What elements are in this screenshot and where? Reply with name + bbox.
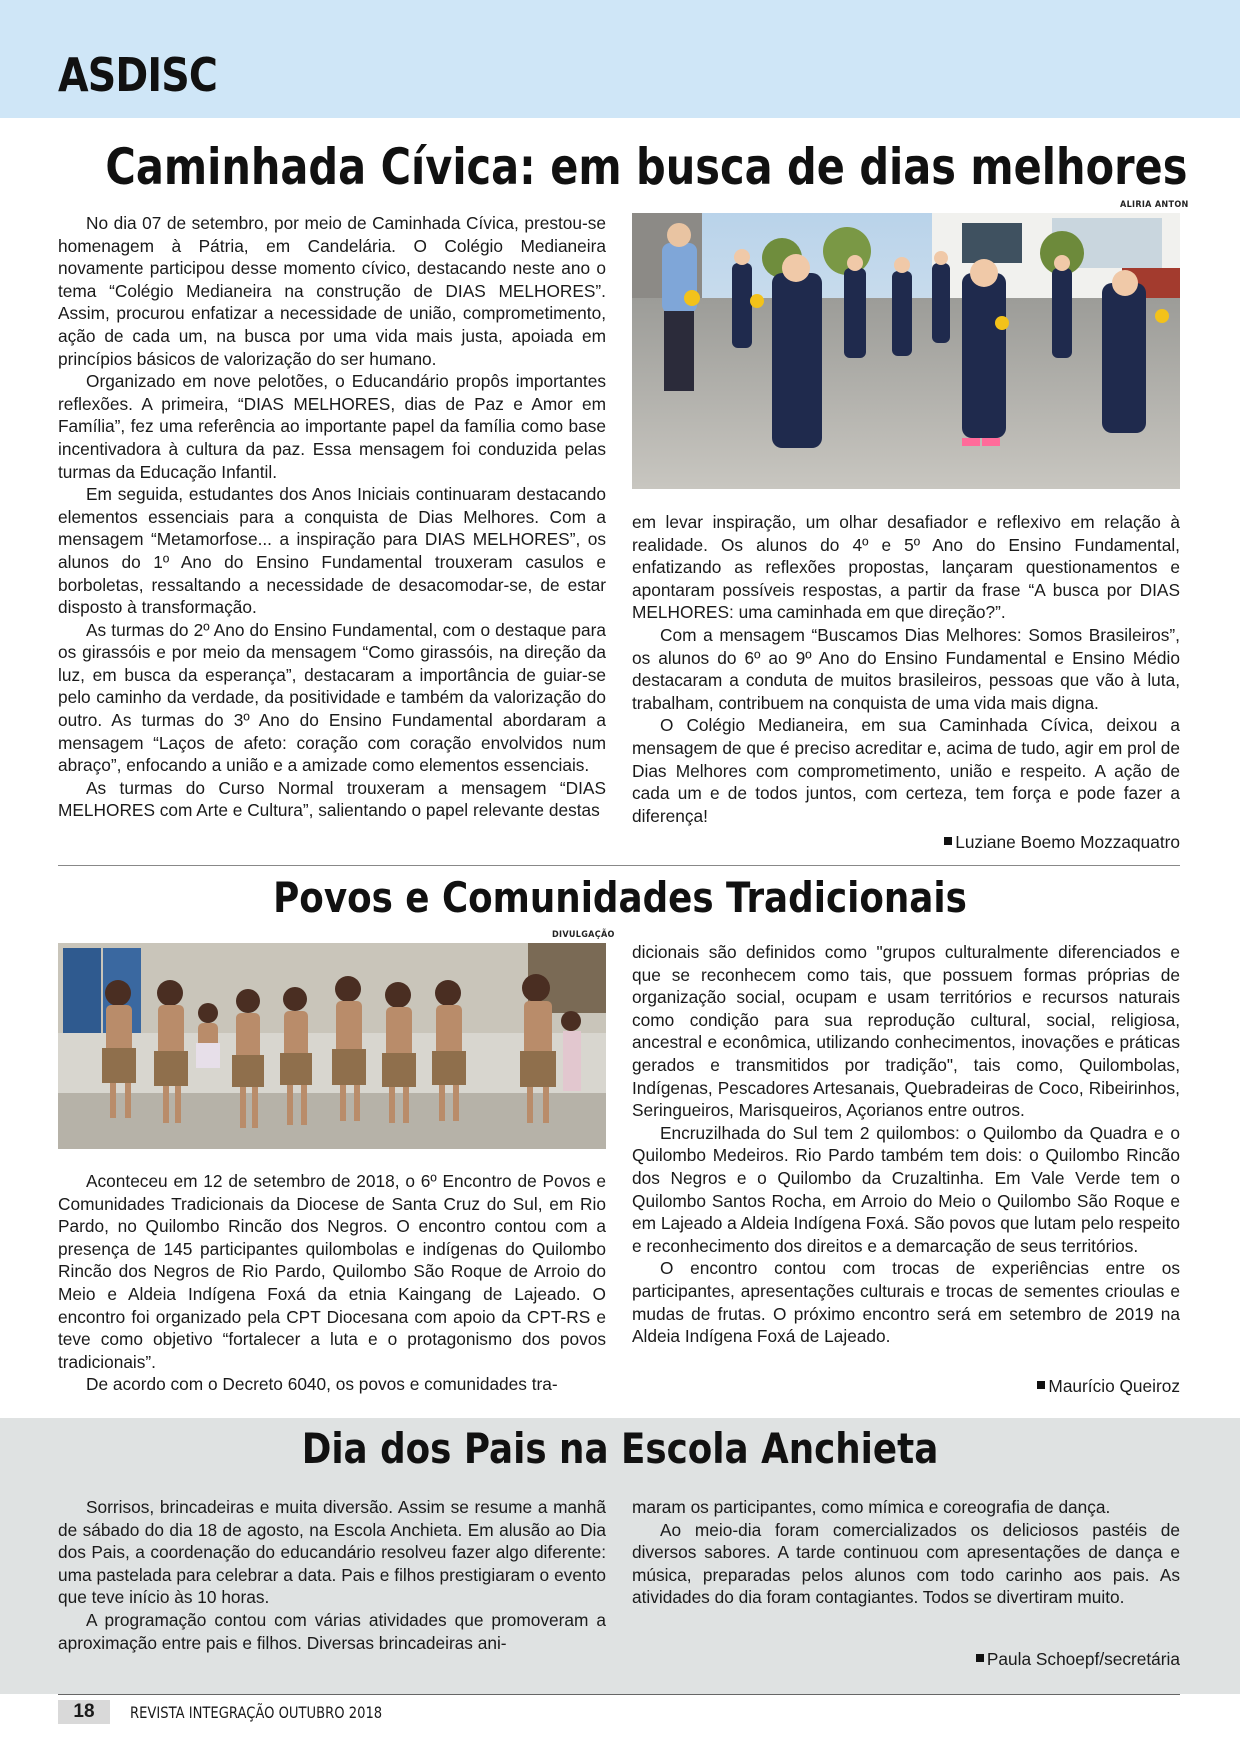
article1-paragraph: Organizado em nove pelotões, o Educandário propôs importantes reflexões. A primeira, “DIAS MELHORES, dias de Paz e Amor em Família”, fez uma referência ao importante papel da família como base incentivadora à cultura da paz. Essa mensagem foi conduzida pelas turmas da Educação Infantil. — [58, 371, 606, 482]
article1-paragraph: As turmas do 2º Ano do Ensino Fundamental, com o destaque para os girassóis e por meio da mensagem “Como girassóis, na direção da luz, em busca da esperança”, destacaram a importância de guiar-se pelo caminho da verdade, da positividade e também da valorização do outro. As turmas do 3º Ano do Ensino Fundamental abordaram a mensagem “Laços de afeto: coração com coração envolvidos num abraço”, enfocando a união e a amizade como elementos essenciais. — [58, 619, 606, 776]
article3-right-column — [632, 1496, 1180, 1646]
article3-paragraph: Ao meio-dia foram comercializados os deliciosos pastéis de diversos sabores. A tarde continuou com apresentações de dança e música, preparadas pelos alunos com todo carinho aos pais. As atividades do dia foram contagiantes. Todos se divertiram muito. — [632, 1519, 1180, 1608]
article3-author — [976, 1649, 1180, 1670]
article2-photo-credit: DIVULGAÇÃO — [552, 930, 615, 940]
article3-paragraph: A programação contou com várias atividades que promoveram a aproximação entre pais e filhos. Diversas brincadeiras ani- — [58, 1609, 606, 1653]
article3-paragraph: maram os participantes, como mímica e coreografia de dança. — [632, 1497, 1111, 1517]
section-tag: ASDISC — [58, 48, 218, 102]
article2-right-column — [632, 941, 1180, 1381]
article1-paragraph: em levar inspiração, um olhar desafiador e reflexivo em relação à realidade. Os alunos do 4º e 5º Ano do Ensino Fundamental, enfatizando as reflexões propostas, lançaram questionamentos e apontaram possíveis respostas, a partir da frase “A busca por DIAS MELHORES: uma caminhada em que direção?”. — [632, 512, 1180, 623]
article2-title: Povos e Comunidades Tradicionais — [273, 873, 967, 922]
article1-left-column — [58, 212, 606, 852]
article1-author-name: Luziane Boemo Mozzaquatro — [955, 832, 1180, 852]
article2-author-name: Maurício Queiroz — [1048, 1376, 1180, 1396]
signature-square-icon — [1037, 1381, 1045, 1389]
community-photo-illustration — [58, 943, 606, 1149]
page-number: 18 — [58, 1700, 110, 1724]
article2-left-column — [58, 1170, 606, 1402]
signature-square-icon — [976, 1654, 984, 1662]
article1-paragraph: As turmas do Curso Normal trouxeram a mensagem “DIAS MELHORES com Arte e Cultura”, salientando o papel relevante destas — [58, 777, 606, 821]
article1-photo — [632, 213, 1180, 489]
article3-left-column — [58, 1496, 606, 1676]
article1-author — [944, 832, 1180, 853]
magazine-name: REVISTA INTEGRAÇÃO OUTUBRO 2018 — [130, 1703, 383, 1722]
article1-right-column — [632, 511, 1180, 831]
article1-title: Caminhada Cívica: em busca de dias melhores — [105, 138, 1188, 196]
article2-photo — [58, 943, 606, 1149]
parade-photo-illustration — [632, 213, 1180, 489]
article2-paragraph: O encontro contou com trocas de experiências entre os participantes, apresentações culturais e trocas de sementes crioulas e mudas de frutas. O próximo encontro será em setembro de 2019 na Aldeia Indígena Foxá de Lajeado. — [632, 1258, 1180, 1347]
article1-paragraph: Em seguida, estudantes dos Anos Iniciais continuaram destacando elementos essenciais para a conquista de Dias Melhores. Com a mensagem “Metamorfose... a inspiração para DIAS MELHORES”, os alunos do 1º Ano do Ensino Fundamental trouxeram casulos e borboletas, ressaltando a necessidade de desacomodar-se, de estar disposto à transformação. — [58, 484, 606, 618]
article3-title: Dia dos Pais na Escola Anchieta — [301, 1424, 939, 1473]
article2-paragraph: dicionais são definidos como "grupos culturalmente diferenciados e que se reconhecem como tais, que possuem formas próprias de organização social, ocupam e usam territórios e recursos naturais como condição para sua reprodução cultural, social, religiosa, ancestral e econômica, utilizando conhecimentos, inovações e práticas gerados e transmitidos por tradição", tais como, Quilombolas, Indígenas, Pescadores Artesanais, Quebradeiras de Coco, Ribeirinhos, Seringueiros, Marisqueiros, Açorianos entre outros. — [632, 942, 1180, 1121]
article1-photo-credit: ALIRIA ANTON — [1120, 200, 1189, 210]
section-divider — [58, 865, 1180, 866]
signature-square-icon — [944, 837, 952, 845]
article3-author-name: Paula Schoepf/secretária — [986, 1649, 1180, 1669]
article1-paragraph: O Colégio Medianeira, em sua Caminhada Cívica, deixou a mensagem de que é preciso acreditar e, acima de tudo, agir em prol de Dias Melhores com comprometimento, união e respeito. A ação de cada um e de todos juntos, com certeza, tem força e pode fazer a diferença! — [632, 715, 1180, 826]
article2-author — [1037, 1376, 1180, 1397]
article2-paragraph: Aconteceu em 12 de setembro de 2018, o 6º Encontro de Povos e Comunidades Tradicionais da Diocese de Santa Cruz do Sul, em Rio Pardo, no Quilombo Rincão dos Negros. O encontro contou com a presença de 145 participantes quilombolas e indígenas do Quilombo Rincão dos Negros de Rio Pardo, Quilombo São Roque de Arroio do Meio e Aldeia Indígena Foxá da etnia Kaingang de Lajeado. O encontro foi organizado pela CPT Diocesana com apoio da CPT-RS e teve como objetivo “fortalecer a luta e o protagonismo dos povos tradicionais”. — [58, 1171, 606, 1372]
footer-rule — [58, 1694, 1180, 1695]
article2-paragraph: Encruzilhada do Sul tem 2 quilombos: o Quilombo da Quadra e o Quilombo Medeiros. Rio Pardo também tem dois: o Quilombo Rincão dos Negros e o Quilombo da Cruzaltinha. Em Vale Verde tem o Quilombo Santos Rocha, em Arroio do Meio o Quilombo São Roque e em Lajeado a Aldeia Indígena Foxá. São povos que lutam pelo respeito e reconhecimento dos direitos e a demarcação de seus territórios. — [632, 1122, 1180, 1256]
article1-paragraph: Com a mensagem “Buscamos Dias Melhores: Somos Brasileiros”, os alunos do 6º ao 9º Ano do Ensino Fundamental e Ensino Médio destacaram a conduta de muitos brasileiros, pessoas que vão à luta, trabalham, contribuem na conquista de uma vida mais digna. — [632, 624, 1180, 713]
article1-paragraph: No dia 07 de setembro, por meio de Caminhada Cívica, prestou-se homenagem à Pátria, em Candelária. O Colégio Medianeira novamente participou desse momento cívico, destacando neste ano o tema “Colégio Medianeira na construção de DIAS MELHORES”. Assim, procurou enfatizar a necessidade de união, comprometimento, ação de cada um, na busca por uma vida mais justa, apoiada em princípios básicos de valorização do ser humano. — [58, 213, 606, 369]
article2-paragraph: De acordo com o Decreto 6040, os povos e comunidades tra- — [86, 1374, 558, 1395]
article3-paragraph: Sorrisos, brincadeiras e muita diversão. Assim se resume a manhã de sábado do dia 18 de agosto, na Escola Anchieta. Em alusão ao Dia dos Pais, a coordenação do educandário resolveu fazer algo diferente: uma pastelada para celebrar a data. Pais e filhos prestigiaram o evento que teve início às 10 horas. — [58, 1497, 606, 1608]
